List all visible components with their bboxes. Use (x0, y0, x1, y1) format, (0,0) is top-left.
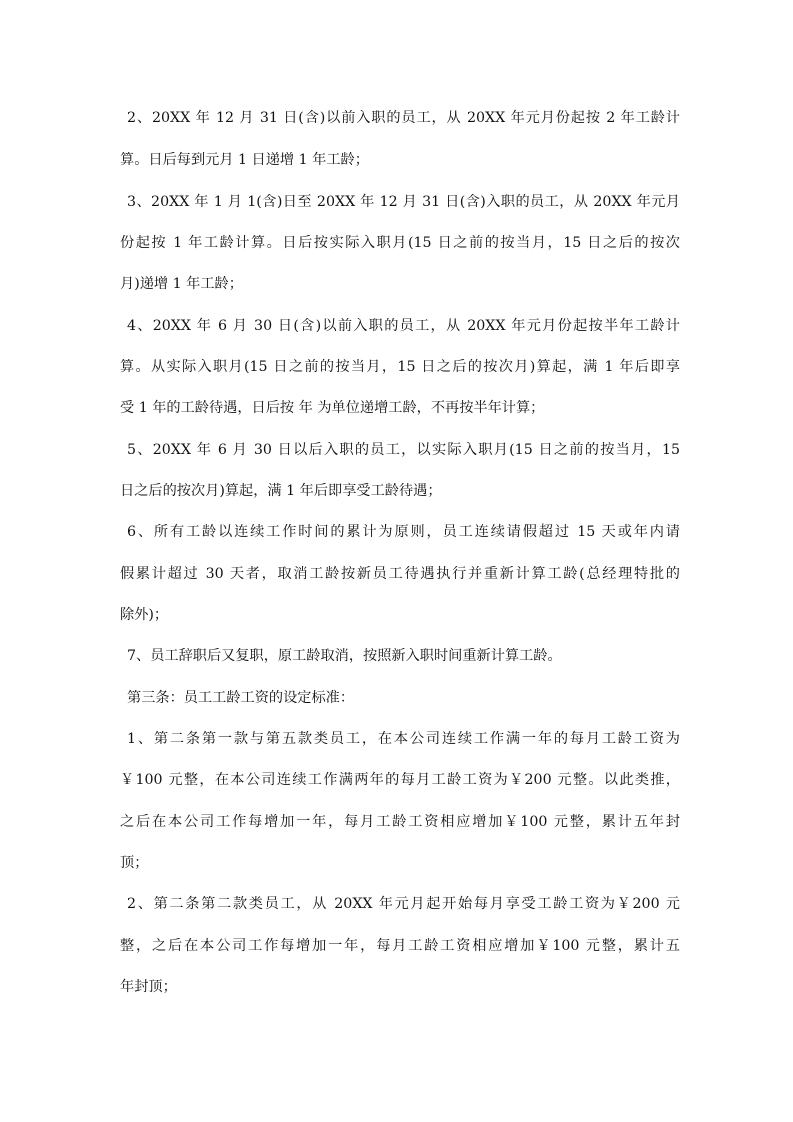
text-line: 算。从实际入职月(15 日之前的按当月，15 日之后的按次月)算起，满 1 年后即享 (120, 359, 680, 375)
text-line: 1、第二条第一款与第五款类员工，在本公司连续工作满一年的每月工龄工资为 (127, 731, 680, 747)
text-line: 算。日后每到元月 1 日递增 1 年工龄； (120, 152, 369, 168)
text-line: 之后在本公司工作每增加一年，每月工龄工资相应增加￥100 元整，累计五年封 (120, 814, 680, 830)
text-line: ￥100 元整，在本公司连续工作满两年的每月工龄工资为￥200 元整。以此类推， (120, 772, 680, 788)
text-line: 受 1 年的工龄待遇，日后按 年 为单位递增工龄，不再按半年计算； (120, 400, 545, 416)
text-line: 月)递增 1 年工龄； (120, 276, 243, 292)
text-line: 日之后的按次月)算起，满 1 年后即享受工龄待遇； (120, 483, 442, 499)
text-line: 份起按 1 年工龄计算。日后按实际入职月(15 日之前的按当月，15 日之后的按次 (120, 235, 680, 251)
text-line: 6、所有工龄以连续工作时间的累计为原则，员工连续请假超过 15 天或年内请 (127, 524, 680, 540)
text-line: 2、20XX 年 12 月 31 日(含)以前入职的员工，从 20XX 年元月份起按 2 年工龄计 (127, 110, 680, 126)
text-line: 除外)； (120, 607, 169, 623)
section-heading: 第三条：员工工龄工资的设定标准： (127, 690, 355, 706)
text-line: 4、20XX 年 6 月 30 日(含)以前入职的员工，从 20XX 年元月份起按半年工龄计 (127, 318, 680, 334)
text-line: 2、第二条第二款类员工，从 20XX 年元月起开始每月享受工龄工资为￥200 元 (127, 896, 680, 912)
text-line: 3、20XX 年 1 月 1(含)日至 20XX 年 12 月 31 日(含)入职的员工，从 20XX 年元月 (127, 194, 680, 210)
text-line: 年封顶； (120, 979, 177, 995)
text-line: 整，之后在本公司工作每增加一年，每月工龄工资相应增加￥100 元整，累计五 (120, 938, 680, 954)
text-line: 假累计超过 30 天者，取消工龄按新员工待遇执行并重新计算工龄(总经理特批的 (120, 566, 680, 582)
text-line: 顶； (120, 855, 149, 871)
text-line: 5、20XX 年 6 月 30 日以后入职的员工，以实际入职月(15 日之前的按当月，15 (127, 442, 680, 458)
text-line: 7、员工辞职后又复职，原工龄取消，按照新入职时间重新计算工龄。 (127, 648, 562, 664)
